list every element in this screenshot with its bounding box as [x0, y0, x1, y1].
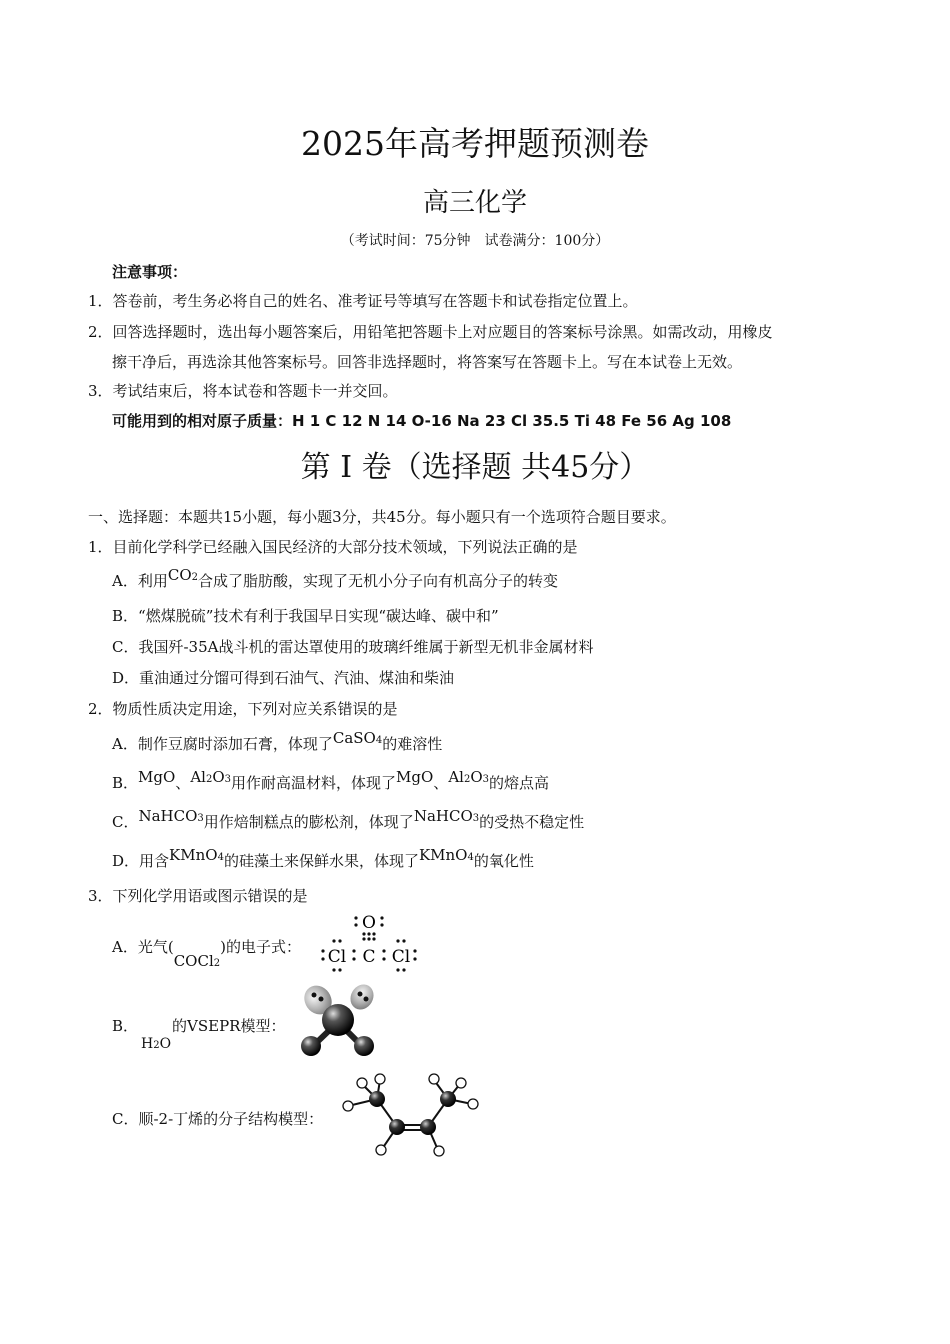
note-item-3: 3．考试结束后，将本试卷和答题卡一并交回。	[88, 382, 398, 400]
formula-sub: 3	[472, 813, 480, 824]
q2-option-a	[112, 729, 443, 754]
q2-c-formula-1	[138, 807, 203, 825]
carbon-atom: C	[362, 947, 376, 967]
q2-stem: 2．物质性质决定用途，下列对应关系错误的是	[88, 700, 398, 718]
q3-option-c: C．顺-2-丁烯的分子结构模型：	[112, 1110, 324, 1128]
formula-sub: 4	[467, 852, 474, 863]
formula-sub: 2	[213, 958, 221, 969]
q1-stem: 1．目前化学科学已经融入国民经济的大部分技术领域，下列说法正确的是	[88, 538, 578, 556]
q2-c-text: 用作焙制糕点的膨松剂，体现了	[203, 813, 414, 831]
q3-option-b	[112, 1015, 285, 1036]
note-item-2-cont: 擦干净后，再选涂其他答案标号。回答非选择题时，将答案写在答题卡上。写在本试卷上无效。	[112, 353, 743, 371]
q2-c-text-end: 的受热不稳定性	[479, 813, 585, 831]
formula-sub: 4	[375, 735, 383, 746]
q2-d-text: D．用含	[112, 852, 170, 870]
section-instruction: 一、选择题：本题共15小题，每小题3分，共45分。每小题只有一个选项符合题目要求。	[88, 508, 676, 526]
q2-c-label: C．	[112, 813, 139, 831]
h2o-vsepr-model-icon	[296, 980, 386, 1060]
phosgene-electron-dot-structure	[318, 908, 422, 974]
q2-d-formula-2	[419, 846, 474, 864]
q2-d-formula-1	[169, 846, 224, 864]
q1-a-formula	[168, 566, 198, 584]
formula-sub: 3	[224, 774, 232, 785]
q2-b-sep: 、	[175, 774, 191, 792]
formula-text: MgO	[396, 768, 434, 786]
q2-b-text-end: 的熔点高	[489, 774, 550, 792]
formula-text: NaHCO	[138, 807, 198, 825]
page-subtitle: 高三化学	[422, 188, 527, 218]
q2-c-formula-2	[414, 807, 479, 825]
q2-b-sep: 、	[433, 774, 449, 792]
formula-text: Al	[190, 768, 206, 786]
atomic-masses: 可能用到的相对原子质量：H 1 C 12 N 14 O-16 Na 23 Cl 35.5 Ti 48 Fe 56 Ag 108	[112, 412, 732, 430]
q2-b-formula-4	[448, 768, 489, 786]
cis-2-butene-model-icon	[340, 1070, 480, 1160]
q2-option-c	[112, 807, 585, 832]
exam-time-info: （考试时间：75分钟 试卷满分：100分）	[340, 233, 610, 249]
q1-option-a	[112, 566, 559, 591]
q2-b-label: B．	[112, 774, 139, 792]
q1-option-b: B．“燃煤脱硫”技术有利于我国早日实现“碳达峰、碳中和”	[112, 607, 499, 625]
formula-sub: 2	[205, 774, 213, 785]
note-item-1: 1．答卷前，考生务必将自己的姓名、准考证号等填写在答题卡和试卷指定位置上。	[88, 292, 638, 310]
formula-sub: 2	[463, 774, 471, 785]
q3-b-text: 的VSEPR模型：	[172, 1017, 286, 1035]
formula-text: O	[212, 768, 225, 786]
formula-sub: 2	[153, 1040, 160, 1051]
formula-text: O	[159, 1036, 172, 1052]
formula-sub: 3	[197, 813, 204, 824]
formula-text: KMnO	[169, 846, 218, 864]
formula-text: O	[470, 768, 483, 786]
section-title: 第 I 卷（选择题 共45分）	[300, 450, 650, 485]
q2-a-formula	[333, 729, 382, 747]
notes-heading: 注意事项：	[112, 263, 188, 281]
q1-option-d: D．重油通过分馏可得到石油气、汽油、煤油和柴油	[112, 669, 455, 687]
formula-text: MgO	[138, 768, 176, 786]
q1-a-text-end: 合成了脂肪酸，实现了无机小分子向有机高分子的转变	[198, 572, 559, 590]
q2-b-formula-2	[190, 768, 231, 786]
q2-option-d	[112, 846, 534, 871]
q1-option-c: C．我国歼-35A战斗机的雷达罩使用的玻璃纤维属于新型无机非金属材料	[112, 638, 594, 656]
formula-text: CO	[167, 566, 192, 584]
q3-a-formula	[174, 952, 220, 970]
note-item-2: 2．回答选择题时，选出每小题答案后，用铅笔把答题卡上对应题目的答案标号涂黑。如需改动，用橡皮	[88, 323, 773, 341]
page-title: 2025年高考押题预测卷	[301, 124, 649, 163]
formula-text: KMnO	[418, 846, 468, 864]
q3-b-label: B．	[112, 1017, 139, 1035]
q2-option-b	[112, 768, 550, 793]
formula-text: Al	[448, 768, 464, 786]
q2-b-text: 用作耐高温材料，体现了	[231, 774, 397, 792]
oxygen-atom: O	[362, 913, 376, 933]
q2-a-text: A．制作豆腐时添加石膏，体现了	[112, 735, 333, 753]
q3-a-text-end: )的电子式：	[220, 938, 301, 956]
q3-b-formula	[141, 1036, 171, 1052]
q3-option-a	[112, 936, 301, 970]
chlorine-atom-left: Cl	[327, 947, 347, 967]
formula-sub: 2	[191, 572, 198, 583]
q2-d-text-end: 的氧化性	[473, 852, 534, 870]
formula-sub: 3	[482, 774, 490, 785]
q3-a-text: A．光气(	[112, 938, 174, 956]
formula-text: NaHCO	[413, 807, 473, 825]
q3-stem: 3．下列化学用语或图示错误的是	[88, 887, 308, 905]
formula-text: CaSO	[332, 729, 376, 747]
q2-d-text-mid: 的硅藻土来保鲜水果，体现了	[223, 852, 419, 870]
formula-sub: 4	[217, 852, 224, 863]
formula-text: COCl	[173, 952, 214, 970]
q2-a-text-end: 的难溶性	[382, 735, 443, 753]
formula-text: H	[141, 1036, 154, 1052]
chlorine-atom-right: Cl	[391, 947, 411, 967]
q1-a-text: A．利用	[112, 572, 168, 590]
